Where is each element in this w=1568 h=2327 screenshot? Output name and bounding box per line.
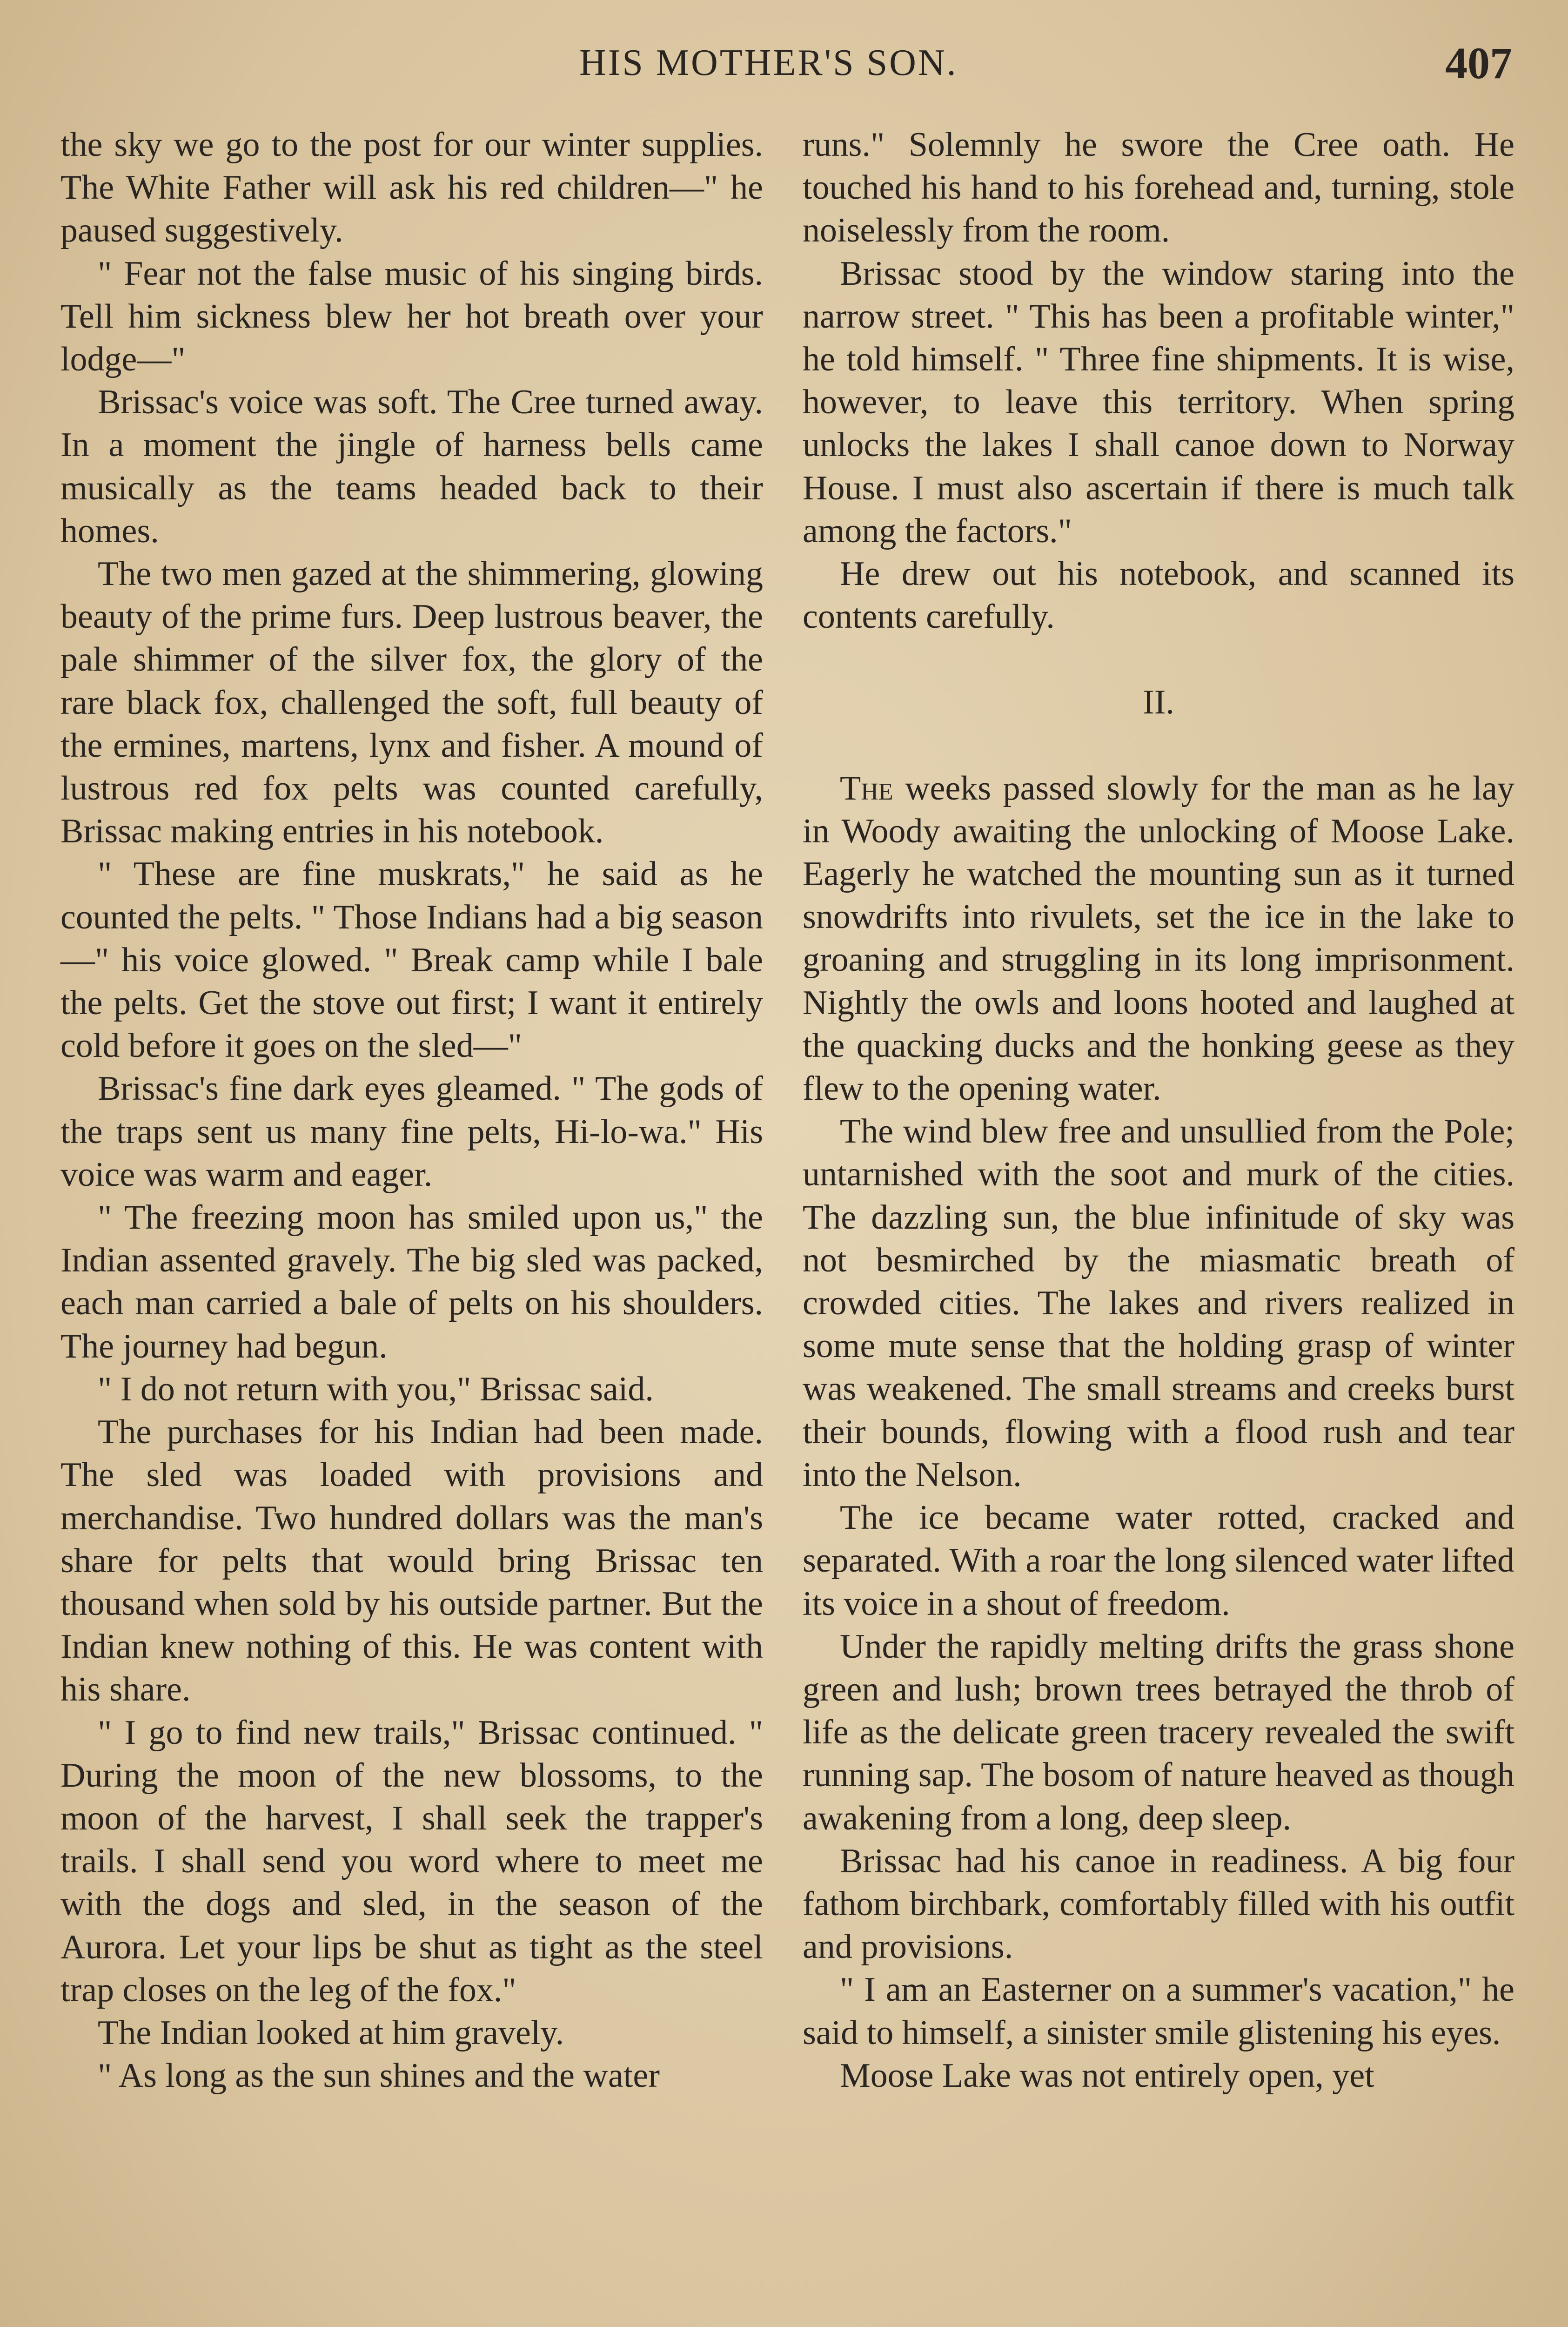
paragraph: " These are fine muskrats," he said as he counted the pelts. " Those Indians had a big season—" his voice glowed. " Break camp while I bale the pelts. Get the stove out first; I want it entirely cold before it goes on the sled—" [60,855,763,1065]
right-column [803,123,1514,2097]
paragraph: Brissac's voice was soft. The Cree turned away. In a moment the jingle of harness bells came musically as the teams headed back to their homes. [60,383,763,550]
paragraph: The ice became water rotted, cracked and separated. With a roar the long silenced water lifted its voice in a shout of freedom. [803,1499,1514,1623]
paragraph: the sky we go to the post for our winter supplies. The White Father will ask his red children—" he paused suggestively. [60,126,763,250]
paragraph: He drew out his notebook, and scanned its contents carefully. [803,555,1514,636]
paragraph: runs." Solemnly he swore the Cree oath. He touched his hand to his forehead and, turning, stole noiselessly from the room. [803,126,1514,250]
paragraph [803,767,1514,1110]
paragraph: Brissac had his canoe in readiness. A big four fathom birchbark, comfortably filled with his outfit and provisions. [803,1842,1514,1966]
section-lead-word: The [840,769,893,807]
paragraph: Under the rapidly melting drifts the grass shone green and lush; brown trees betrayed the throb of life as the delicate green tracery revealed the swift running sap. The bosom of nature heaved as though awakening from a long, deep sleep. [803,1627,1514,1837]
paragraph: The two men gazed at the shimmering, glowing beauty of the prime furs. Deep lustrous beaver, the pale shimmer of the silver fox, the glory of the rare black fox, challenged the soft, full beauty of the ermines, martens, lynx and fisher. A mound of lustrous red fox pelts was counted carefully, Brissac making entries in his notebook. [60,555,763,851]
left-column [60,123,763,2097]
paragraph-text: weeks passed slowly for the man as he lay in Woody awaiting the unlocking of Moose Lake. Eagerly he watched the mounting sun as it turned snowdrifts into rivulets, set the ice in the lake to groaning and struggling in its long imprisonment. Nightly the owls and loons hooted and laughed at the quacking ducks and the honking geese as they flew to the opening water. [803,769,1514,1108]
paragraph: " I am an Easterner on a summer's vacation," he said to himself, a sinister smile glistening his eyes. [803,1971,1514,2052]
paragraph: " The freezing moon has smiled upon us," the Indian assented gravely. The big sled was packed, each man carried a bale of pelts on his shoulders. The journey had begun. [60,1198,763,1365]
page-number: 407 [1445,38,1512,88]
paragraph: Brissac's fine dark eyes gleamed. " The gods of the traps sent us many fine pelts, Hi-lo-wa." His voice was warm and eager. [60,1069,763,1194]
paragraph: Moose Lake was not entirely open, yet [840,2056,1374,2095]
page-header [0,37,1568,93]
paragraph: The wind blew free and unsullied from the Pole; untarnished with the soot and murk of the cities. The dazzling sun, the blue infinitude of sky was not besmirched by the miasmatic breath of crowded cities. The lakes and rivers realized in some mute sense that the holding grasp of winter was weakened. The small streams and creeks burst their bounds, flowing with a flood rush and tear into the Nelson. [803,1112,1514,1494]
paragraph: The Indian looked at him gravely. [98,2013,564,2052]
paragraph: The purchases for his Indian had been made. The sled was loaded with provisions and merchandise. Two hundred dollars was the man's share for pelts that would bring Brissac ten thousand when sold by his outside partner. But the Indian knew nothing of this. He was content with his share. [60,1413,763,1709]
paragraph: " Fear not the false music of his singing birds. Tell him sickness blew her hot breath over your lodge—" [60,254,763,379]
section-heading: II. [1143,683,1174,722]
paragraph: " I go to find new trails," Brissac continued. " During the moon of the new blossoms, to the moon of the harvest, I shall seek the trapper's trails. I shall send you word where to meet me with the dogs and sled, in the season of the Aurora. Let your lips be shut as tight as the steel trap closes on the leg of the fox." [60,1713,763,2009]
running-title: HIS MOTHER'S SON. [579,42,958,83]
paragraph: " As long as the sun shines and the water [98,2057,660,2095]
paragraph: Brissac stood by the window staring into the narrow street. " This has been a profitable winter," he told himself. " Three fine shipments. It is wise, however, to leave this territory. When spring unlocks the lakes I shall canoe down to Norway House. I must also ascertain if there is much talk among the factors." [803,254,1514,550]
paragraph: " I do not return with you," Brissac said. [98,1370,654,1408]
